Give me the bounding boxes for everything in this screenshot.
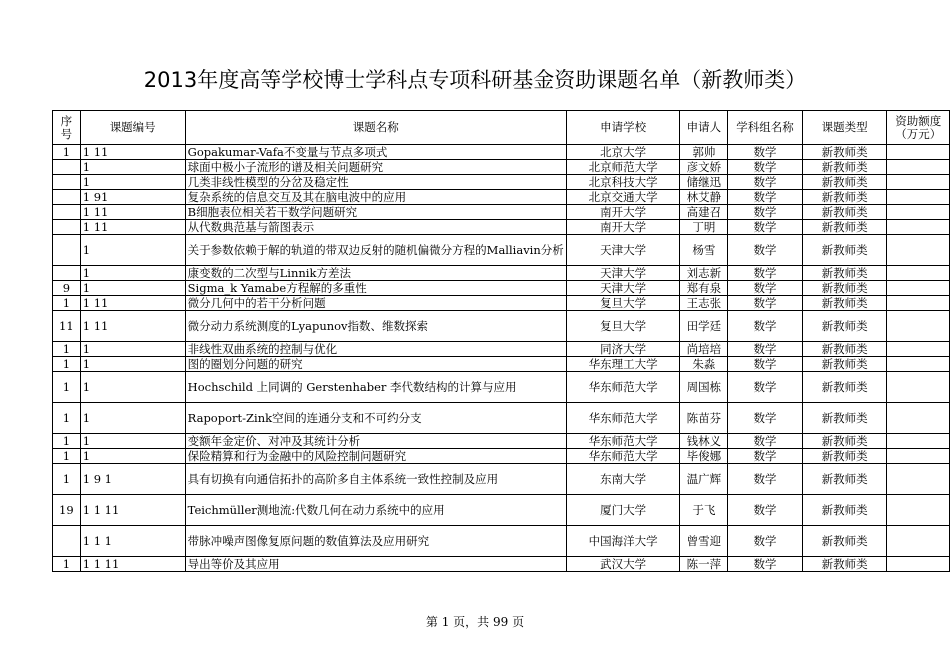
cell-no: [53, 220, 81, 235]
cell-topic: 几类非线性模型的分岔及稳定性: [185, 175, 566, 190]
cell-type: 新教师类: [802, 235, 887, 266]
cell-school: 厦门大学: [566, 495, 680, 526]
cell-applicant: 高建召: [680, 205, 728, 220]
cell-applicant: 陈苗芬: [680, 403, 728, 434]
cell-topic: Hochschild 上同调的 Gerstenhaber 李代数结构的计算与应用: [185, 372, 566, 403]
cell-topic: 导出等价及其应用: [185, 557, 566, 572]
cell-type: 新教师类: [802, 372, 887, 403]
cell-group: 数学: [728, 160, 803, 175]
cell-amount: [887, 557, 950, 572]
cell-type: 新教师类: [802, 464, 887, 495]
cell-topic: 从代数典范基与箭图表示: [185, 220, 566, 235]
cell-group: 数学: [728, 434, 803, 449]
table-row: [53, 190, 950, 205]
cell-no: 1: [53, 145, 81, 160]
cell-school: 北京科技大学: [566, 175, 680, 190]
cell-topic: 复杂系统的信息交互及其在脑电波中的应用: [185, 190, 566, 205]
cell-school: 复旦大学: [566, 296, 680, 311]
cell-school: 北京师范大学: [566, 160, 680, 175]
cell-applicant: 杨雪: [680, 235, 728, 266]
cell-no: [53, 190, 81, 205]
cell-school: 天津大学: [566, 281, 680, 296]
cell-amount: [887, 160, 950, 175]
cell-type: 新教师类: [802, 526, 887, 557]
cell-no: [53, 526, 81, 557]
cell-applicant: 朱淼: [680, 357, 728, 372]
cell-school: 天津大学: [566, 235, 680, 266]
cell-group: 数学: [728, 557, 803, 572]
cell-applicant: 钱林义: [680, 434, 728, 449]
table-row: [53, 495, 950, 526]
cell-no: 1: [53, 449, 81, 464]
cell-topic: Rapoport-Zink空间的连通分支和不可约分支: [185, 403, 566, 434]
cell-no: [53, 160, 81, 175]
cell-type: 新教师类: [802, 175, 887, 190]
cell-code: 1 11: [80, 220, 185, 235]
cell-amount: [887, 190, 950, 205]
cell-school: 华东师范大学: [566, 372, 680, 403]
cell-amount: [887, 526, 950, 557]
cell-topic: Sigma_k Yamabe方程解的多重性: [185, 281, 566, 296]
cell-code: 1 9 1: [80, 464, 185, 495]
cell-group: 数学: [728, 281, 803, 296]
cell-topic: Teichmüller测地流:代数几何在动力系统中的应用: [185, 495, 566, 526]
cell-applicant: 郑有泉: [680, 281, 728, 296]
cell-group: 数学: [728, 357, 803, 372]
header-topic: 课题名称: [185, 111, 566, 145]
table-row: [53, 145, 950, 160]
cell-group: 数学: [728, 235, 803, 266]
cell-school: 华东师范大学: [566, 403, 680, 434]
cell-code: 1: [80, 266, 185, 281]
cell-topic: 微分动力系统测度的Lyapunov指数、维数探索: [185, 311, 566, 342]
page-footer: 第 1 页，共 99 页: [425, 615, 525, 629]
cell-type: 新教师类: [802, 205, 887, 220]
cell-no: 9: [53, 281, 81, 296]
cell-topic: 具有切换有向通信拓扑的高阶多自主体系统一致性控制及应用: [185, 464, 566, 495]
cell-code: 1: [80, 235, 185, 266]
cell-applicant: 田学廷: [680, 311, 728, 342]
header-type: 课题类型: [802, 111, 887, 145]
cell-school: 南开大学: [566, 205, 680, 220]
cell-amount: [887, 145, 950, 160]
cell-topic: 关于参数依赖于解的轨道的带双边反射的随机偏微分方程的Malliavin分析: [185, 235, 566, 266]
cell-type: 新教师类: [802, 160, 887, 175]
cell-no: [53, 266, 81, 281]
cell-group: 数学: [728, 175, 803, 190]
cell-no: 1: [53, 372, 81, 403]
cell-no: [53, 205, 81, 220]
cell-topic: 带脉冲噪声图像复原问题的数值算法及应用研究: [185, 526, 566, 557]
cell-code: 1 1 1: [80, 526, 185, 557]
table-row: [53, 266, 950, 281]
header-amount: 资助额度（万元）: [887, 111, 950, 145]
cell-amount: [887, 464, 950, 495]
cell-group: 数学: [728, 205, 803, 220]
cell-group: 数学: [728, 311, 803, 342]
cell-applicant: 储继迅: [680, 175, 728, 190]
cell-type: 新教师类: [802, 296, 887, 311]
cell-code: 1: [80, 372, 185, 403]
cell-school: 华东理工大学: [566, 357, 680, 372]
header-school: 申请学校: [566, 111, 680, 145]
cell-code: 1 11: [80, 296, 185, 311]
cell-applicant: 周国栋: [680, 372, 728, 403]
cell-type: 新教师类: [802, 342, 887, 357]
table-row: [53, 235, 950, 266]
table-body: [53, 145, 950, 572]
table-row: [53, 311, 950, 342]
cell-amount: [887, 205, 950, 220]
cell-code: 1: [80, 434, 185, 449]
cell-applicant: 温广辉: [680, 464, 728, 495]
cell-no: 19: [53, 495, 81, 526]
cell-group: 数学: [728, 464, 803, 495]
cell-code: 1: [80, 342, 185, 357]
cell-topic: 变额年金定价、对冲及其统计分析: [185, 434, 566, 449]
cell-group: 数学: [728, 372, 803, 403]
cell-type: 新教师类: [802, 557, 887, 572]
cell-group: 数学: [728, 145, 803, 160]
cell-group: 数学: [728, 526, 803, 557]
cell-school: 北京交通大学: [566, 190, 680, 205]
cell-school: 武汉大学: [566, 557, 680, 572]
cell-no: 11: [53, 311, 81, 342]
cell-amount: [887, 357, 950, 372]
cell-type: 新教师类: [802, 190, 887, 205]
cell-applicant: 郭帅: [680, 145, 728, 160]
cell-type: 新教师类: [802, 434, 887, 449]
cell-no: 1: [53, 403, 81, 434]
cell-applicant: 丁明: [680, 220, 728, 235]
header-code: 课题编号: [80, 111, 185, 145]
cell-school: 东南大学: [566, 464, 680, 495]
table-row: [53, 526, 950, 557]
cell-topic: Gopakumar-Vafa不变量与节点多项式: [185, 145, 566, 160]
cell-amount: [887, 266, 950, 281]
cell-code: 1 1 11: [80, 495, 185, 526]
cell-group: 数学: [728, 403, 803, 434]
cell-code: 1: [80, 160, 185, 175]
table-row: [53, 449, 950, 464]
cell-applicant: 林艾静: [680, 190, 728, 205]
cell-amount: [887, 235, 950, 266]
cell-group: 数学: [728, 449, 803, 464]
cell-amount: [887, 281, 950, 296]
header-row: [53, 111, 950, 145]
cell-topic: 康变数的二次型与Linnik方差法: [185, 266, 566, 281]
cell-applicant: 尚培培: [680, 342, 728, 357]
header-no: 序号: [53, 111, 81, 145]
grant-table: [52, 110, 950, 572]
cell-school: 复旦大学: [566, 311, 680, 342]
cell-no: 1: [53, 357, 81, 372]
cell-applicant: 于飞: [680, 495, 728, 526]
cell-topic: 微分几何中的若干分析问题: [185, 296, 566, 311]
cell-amount: [887, 372, 950, 403]
cell-topic: 保险精算和行为金融中的风险控制问题研究: [185, 449, 566, 464]
cell-group: 数学: [728, 495, 803, 526]
header-applicant: 申请人: [680, 111, 728, 145]
table-row: [53, 342, 950, 357]
table-row: [53, 160, 950, 175]
table-row: [53, 357, 950, 372]
cell-type: 新教师类: [802, 266, 887, 281]
cell-applicant: 彦文娇: [680, 160, 728, 175]
cell-code: 1 91: [80, 190, 185, 205]
cell-type: 新教师类: [802, 311, 887, 342]
table-row: [53, 464, 950, 495]
page-title: 2013年度高等学校博士学科点专项科研基金资助课题名单（新教师类）: [143, 68, 807, 92]
cell-topic: 球面中极小子流形的谱及相关问题研究: [185, 160, 566, 175]
cell-school: 北京大学: [566, 145, 680, 160]
cell-group: 数学: [728, 342, 803, 357]
table-row: [53, 403, 950, 434]
cell-group: 数学: [728, 296, 803, 311]
cell-code: 1: [80, 403, 185, 434]
cell-school: 天津大学: [566, 266, 680, 281]
cell-no: 1: [53, 557, 81, 572]
cell-school: 同济大学: [566, 342, 680, 357]
cell-amount: [887, 296, 950, 311]
cell-type: 新教师类: [802, 281, 887, 296]
cell-no: 1: [53, 464, 81, 495]
cell-group: 数学: [728, 220, 803, 235]
cell-type: 新教师类: [802, 220, 887, 235]
cell-no: [53, 175, 81, 190]
cell-amount: [887, 342, 950, 357]
cell-applicant: 曾雪迎: [680, 526, 728, 557]
cell-topic: B细胞表位相关若干数学问题研究: [185, 205, 566, 220]
cell-applicant: 王志张: [680, 296, 728, 311]
cell-code: 1 11: [80, 145, 185, 160]
cell-amount: [887, 175, 950, 190]
cell-topic: 非线性双曲系统的控制与优化: [185, 342, 566, 357]
cell-no: 1: [53, 296, 81, 311]
table-row: [53, 175, 950, 190]
cell-code: 1: [80, 175, 185, 190]
cell-applicant: 毕俊娜: [680, 449, 728, 464]
cell-school: 中国海洋大学: [566, 526, 680, 557]
cell-applicant: 陈一萍: [680, 557, 728, 572]
header-group: 学科组名称: [728, 111, 803, 145]
cell-topic: 图的圈划分问题的研究: [185, 357, 566, 372]
table-row: [53, 557, 950, 572]
cell-code: 1: [80, 357, 185, 372]
cell-no: 1: [53, 434, 81, 449]
table-row: [53, 281, 950, 296]
cell-code: 1: [80, 449, 185, 464]
cell-applicant: 刘志新: [680, 266, 728, 281]
cell-no: 1: [53, 342, 81, 357]
cell-group: 数学: [728, 190, 803, 205]
table-row: [53, 296, 950, 311]
cell-type: 新教师类: [802, 357, 887, 372]
cell-code: 1 11: [80, 311, 185, 342]
cell-amount: [887, 220, 950, 235]
cell-amount: [887, 434, 950, 449]
cell-type: 新教师类: [802, 495, 887, 526]
cell-amount: [887, 495, 950, 526]
cell-amount: [887, 311, 950, 342]
table-row: [53, 220, 950, 235]
cell-group: 数学: [728, 266, 803, 281]
cell-amount: [887, 403, 950, 434]
cell-school: 华东师范大学: [566, 449, 680, 464]
cell-code: 1: [80, 281, 185, 296]
cell-code: 1 11: [80, 205, 185, 220]
cell-school: 南开大学: [566, 220, 680, 235]
cell-code: 1 1 11: [80, 557, 185, 572]
cell-type: 新教师类: [802, 449, 887, 464]
table-row: [53, 434, 950, 449]
cell-type: 新教师类: [802, 145, 887, 160]
table-row: [53, 205, 950, 220]
table-row: [53, 372, 950, 403]
cell-amount: [887, 449, 950, 464]
cell-school: 华东师范大学: [566, 434, 680, 449]
cell-no: [53, 235, 81, 266]
cell-type: 新教师类: [802, 403, 887, 434]
